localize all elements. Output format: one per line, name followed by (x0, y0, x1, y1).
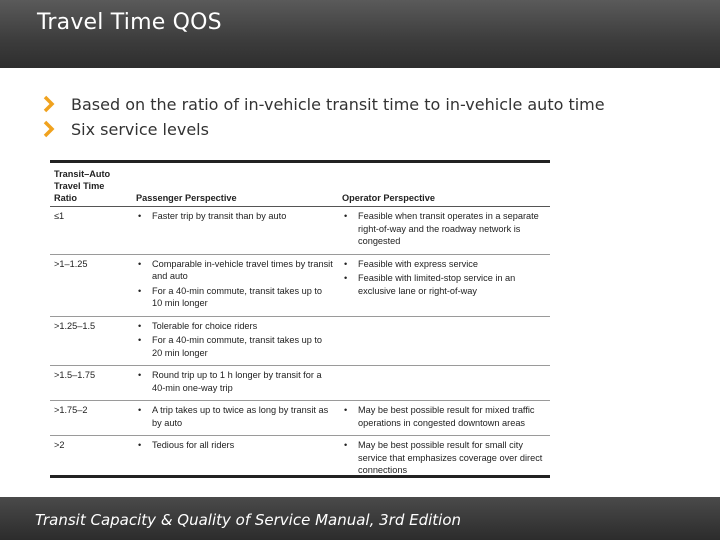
slide-title: Travel Time QOS (37, 10, 222, 35)
bullet-text: Based on the ratio of in-vehicle transit time to in-vehicle auto time (71, 95, 605, 114)
ratio-cell: >1.75–2 (50, 401, 132, 436)
footer-bar (0, 497, 720, 540)
table-row (50, 366, 550, 401)
bullet-list (40, 92, 605, 142)
operator-bullet: • May be best possible result for small city service that emphasizes coverage over direct connections (342, 439, 546, 477)
operator-cell (338, 254, 550, 316)
passenger-cell (132, 316, 338, 366)
operator-cell (338, 366, 550, 401)
bullet-text: Six service levels (71, 120, 209, 139)
title-bar (0, 0, 720, 68)
passenger-cell (132, 366, 338, 401)
table-header-row (50, 163, 550, 207)
operator-bullet: • Feasible with limited-stop service in an exclusive lane or right-of-way (342, 272, 546, 297)
passenger-bullet: • Comparable in-vehicle travel times by transit and auto (136, 258, 334, 283)
header-ratio: Transit–Auto Travel Time Ratio (50, 163, 132, 207)
operator-cell (338, 316, 550, 366)
passenger-bullet: • Round trip up to 1 h longer by transit for a 40-min one-way trip (136, 369, 334, 394)
qos-table (50, 160, 550, 478)
ratio-cell: >1.25–1.5 (50, 316, 132, 366)
ratio-cell: >1.5–1.75 (50, 366, 132, 401)
operator-cell (338, 401, 550, 436)
table-row (50, 207, 550, 255)
passenger-cell (132, 401, 338, 436)
source-caption: Transit Capacity & Quality of Service Manual, 3rd Edition (35, 511, 462, 529)
operator-bullet: • Feasible when transit operates in a separate right-of-way and the roadway network is congested (342, 210, 546, 248)
operator-cell (338, 207, 550, 255)
passenger-bullet: • Tedious for all riders (136, 439, 334, 452)
ratio-cell: >1–1.25 (50, 254, 132, 316)
header-operator: Operator Perspective (338, 163, 550, 207)
ratio-cell: >2 (54, 440, 65, 450)
table-row (50, 436, 550, 483)
operator-cell (338, 436, 550, 483)
bullet-item (40, 117, 605, 142)
operator-bullet: • Feasible with express service (342, 258, 546, 271)
ratio-cell: ≤1 (50, 207, 132, 255)
table-row (50, 254, 550, 316)
passenger-bullet: • For a 40-min commute, transit takes up to 20 min longer (136, 334, 334, 359)
passenger-cell (132, 254, 338, 316)
bullet-item (40, 92, 605, 117)
passenger-bullet: • A trip takes up to twice as long by transit as by auto (136, 404, 334, 429)
table-row (50, 316, 550, 366)
passenger-bullet: • Tolerable for choice riders (136, 320, 334, 333)
chevron-right-icon (40, 95, 58, 113)
passenger-cell (132, 207, 338, 255)
header-passenger: Passenger Perspective (132, 163, 338, 207)
passenger-bullet: • For a 40-min commute, transit takes up to 10 min longer (136, 285, 334, 310)
operator-bullet: • May be best possible result for mixed traffic operations in congested downtown areas (342, 404, 546, 429)
table-row (50, 401, 550, 436)
chevron-right-icon (40, 120, 58, 138)
passenger-cell (132, 436, 338, 483)
passenger-bullet: • Faster trip by transit than by auto (136, 210, 334, 223)
